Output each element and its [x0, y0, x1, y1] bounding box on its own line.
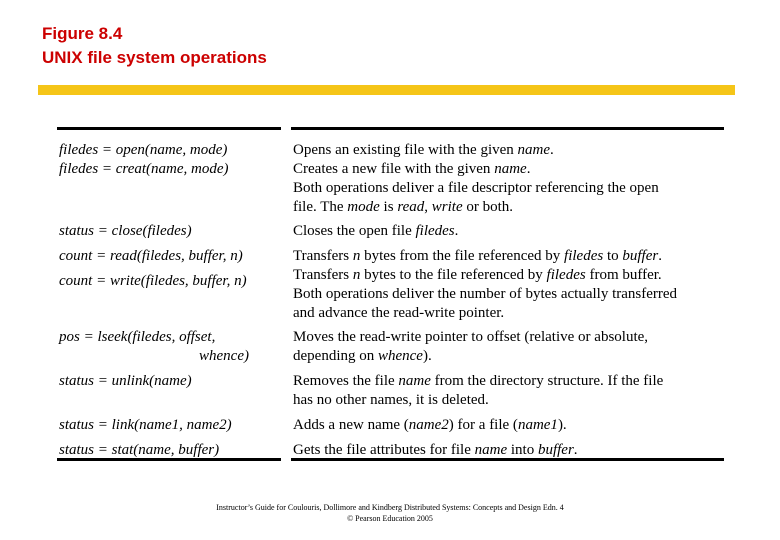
operation-signature: pos = lseek(filedes, offset, [59, 329, 216, 345]
italic-term: filedes [546, 267, 586, 283]
italic-term: name [517, 142, 551, 158]
description-line: Gets the file attributes for file name into buffer. [293, 442, 578, 458]
description-line: Both operations deliver the number of bytes actually transferred [293, 286, 678, 302]
operation-signature: filedes = creat(name, mode) [59, 161, 229, 177]
table-row-ops [59, 372, 287, 391]
description-line: Opens an existing file with the given name. [293, 142, 554, 158]
italic-term: name1 [517, 417, 558, 433]
italic-term: whence [377, 348, 423, 364]
table-row-desc [293, 222, 733, 241]
description-line: Transfers n bytes from the file referenced by filedes to buffer. [293, 248, 662, 264]
italic-term: read [397, 199, 425, 215]
table-row-desc [293, 328, 733, 366]
table-bottom-rule-right [291, 458, 724, 461]
description-line: depending on whence). [293, 348, 432, 364]
italic-term: name [398, 373, 431, 389]
italic-term: mode [347, 199, 380, 215]
operation-signature: status = close(filedes) [59, 223, 192, 239]
table-top-rule-right [291, 127, 724, 130]
accent-bar [38, 85, 735, 95]
table-row-ops [59, 328, 287, 366]
operation-signature: status = unlink(name) [59, 373, 192, 389]
description-line: Creates a new file with the given name. [293, 161, 531, 177]
italic-term: n [352, 267, 361, 283]
figure-label: Figure 8.4 [42, 24, 123, 43]
figure-title: UNIX file system operations [42, 48, 267, 67]
italic-term: write [431, 199, 463, 215]
italic-term: filedes [415, 223, 455, 239]
table-row-desc [293, 141, 733, 217]
italic-term: n [352, 248, 361, 264]
description-line: Removes the file name from the directory structure. If the file [293, 373, 664, 389]
italic-term: buffer [622, 248, 659, 264]
operation-signature: whence) [199, 348, 249, 364]
italic-term: name [474, 442, 508, 458]
table-row-ops [59, 141, 287, 179]
table-row-desc [293, 247, 733, 323]
footer [0, 502, 780, 524]
italic-term: name2 [408, 417, 449, 433]
operation-signature: status = link(name1, name2) [59, 417, 232, 433]
table-row-ops [59, 247, 287, 291]
footer-copyright: © Pearson Education 2005 [347, 514, 433, 523]
description-line: Moves the read-write pointer to offset (relative or absolute, [293, 329, 649, 345]
description-line: Closes the open file filedes. [293, 223, 459, 239]
description-line: Both operations deliver a file descriptor referencing the open [293, 180, 659, 196]
description-line: Adds a new name (name2) for a file (name1). [293, 417, 567, 433]
italic-term: name [494, 161, 527, 177]
description-line: and advance the read-write pointer. [293, 305, 505, 321]
footer-citation: Instructor’s Guide for Coulouris, Dollimore and Kindberg Distributed Systems: Concepts and Design Edn. 4 [216, 503, 564, 512]
description-line: has no other names, it is deleted. [293, 392, 489, 408]
description-line: Transfers n bytes to the file referenced by filedes from buffer. [293, 267, 662, 283]
table-row-ops [59, 222, 287, 241]
description-line: file. The mode is read, write or both. [293, 199, 514, 215]
italic-term: filedes [564, 248, 604, 264]
operation-signature: count = write(filedes, buffer, n) [59, 273, 247, 289]
table-top-rule-left [57, 127, 281, 130]
operation-signature: count = read(filedes, buffer, n) [59, 248, 243, 264]
operation-signature: filedes = open(name, mode) [59, 142, 228, 158]
table-row-desc [293, 372, 733, 410]
operation-signature: status = stat(name, buffer) [59, 442, 220, 458]
italic-term: buffer [537, 442, 574, 458]
table-row-ops [59, 416, 287, 435]
table-bottom-rule-left [57, 458, 281, 461]
table-row-desc [293, 416, 733, 435]
